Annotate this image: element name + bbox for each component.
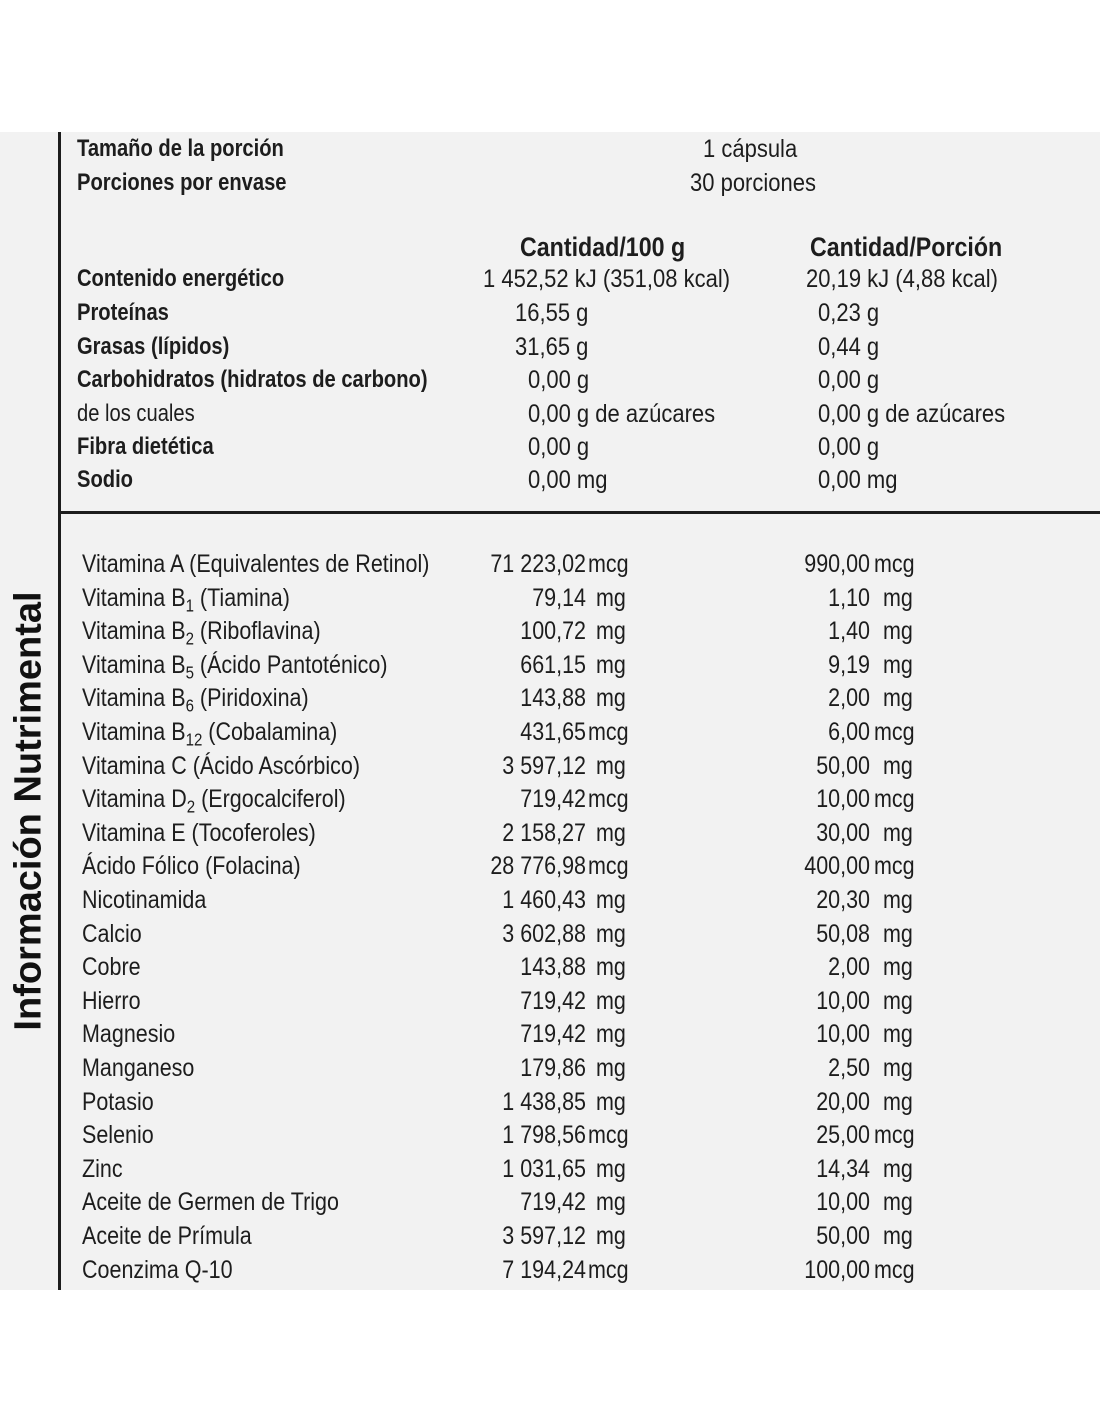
vitamin-unit-per-serving: mg (883, 752, 913, 780)
vitamin-value-per-serving: 2,00 (828, 953, 870, 981)
vitamin-unit-per-100g: mcg (588, 1256, 629, 1284)
vitamin-unit-per-serving: mg (883, 1222, 913, 1250)
vitamin-value-per-serving: 990,00 (804, 550, 870, 578)
vitamin-name-rest: (Ergocalciferol) (195, 785, 346, 813)
vitamin-name (82, 1224, 252, 1249)
vitamin-unit-per-100g: mg (596, 1155, 626, 1183)
nutrient-value-per-serving: 20,19 kJ (4,88 kcal) (806, 265, 998, 293)
vitamin-unit-per-100g: mg (596, 920, 626, 948)
vitamin-unit-per-serving: mg (883, 651, 913, 679)
vitamin-subscript: 5 (185, 662, 194, 683)
vitamin-unit-per-serving: mg (883, 684, 913, 712)
vitamin-name-main: Manganeso (82, 1054, 195, 1082)
vitamin-unit-per-100g: mg (596, 1088, 626, 1116)
vitamin-unit-per-100g: mg (596, 1020, 626, 1048)
vitamin-subscript: 2 (186, 796, 196, 817)
vitamin-name (82, 1258, 233, 1283)
vitamin-name-main: Calcio (82, 920, 142, 948)
vitamin-unit-per-serving: mg (883, 953, 913, 981)
vitamin-name (82, 651, 388, 683)
vitamin-unit-per-serving: mg (883, 886, 913, 914)
column-header-per-serving: Cantidad/Porción (810, 232, 1003, 262)
vitamin-name (82, 888, 206, 913)
vitamin-value-per-serving: 10,00 (816, 1020, 870, 1048)
vitamin-value-per-serving: 50,00 (816, 752, 870, 780)
vitamin-unit-per-100g: mg (596, 651, 626, 679)
nutrient-label: Grasas (lípidos) (77, 333, 230, 360)
vitamin-value-per-100g: 3 602,88 (502, 920, 586, 948)
vitamin-name-rest: (Riboflavina) (193, 617, 321, 645)
vitamin-unit-per-100g: mg (596, 752, 626, 780)
vitamin-name-main: Vitamina B (82, 617, 186, 645)
vitamin-unit-per-100g: mg (596, 953, 626, 981)
vitamin-unit-per-100g: mg (596, 1188, 626, 1216)
vitamin-unit-per-100g: mg (596, 1054, 626, 1082)
vitamin-value-per-100g: 143,88 (520, 953, 586, 981)
vitamin-name (82, 1056, 194, 1081)
vitamin-unit-per-100g: mcg (588, 1121, 629, 1149)
vitamin-value-per-100g: 1 438,85 (502, 1088, 586, 1116)
vitamin-unit-per-serving: mcg (874, 550, 915, 578)
vitamin-unit-per-serving: mcg (874, 1256, 915, 1284)
vitamin-name-main: Vitamina B (82, 718, 186, 746)
vitamin-value-per-100g: 3 597,12 (502, 752, 586, 780)
nutrient-label: de los cuales (77, 400, 195, 427)
vitamin-name (82, 821, 316, 846)
vitamin-value-per-serving: 20,30 (816, 886, 870, 914)
vitamin-value-per-100g: 179,86 (520, 1054, 586, 1082)
vitamin-value-per-serving: 6,00 (828, 718, 870, 746)
vitamin-value-per-serving: 1,10 (828, 584, 870, 612)
vitamin-name-rest: (Piridoxina) (193, 684, 309, 712)
vitamin-value-per-serving: 20,00 (816, 1088, 870, 1116)
vitamin-name-main: Vitamina B (82, 584, 186, 612)
vitamin-name (82, 989, 141, 1014)
vitamin-value-per-serving: 9,19 (828, 651, 870, 679)
vitamin-value-per-serving: 50,08 (816, 920, 870, 948)
vitamin-unit-per-100g: mg (596, 584, 626, 612)
vitamin-unit-per-serving: mg (883, 1155, 913, 1183)
nutrient-value-per-100g: 31,65 g (515, 333, 589, 361)
vitamin-name-main: Aceite de Prímula (82, 1222, 252, 1250)
vitamin-unit-per-serving: mcg (874, 785, 915, 813)
vitamin-value-per-100g: 71 223,02 (490, 550, 586, 578)
vitamin-unit-per-serving: mg (883, 1020, 913, 1048)
vitamin-unit-per-serving: mcg (874, 852, 915, 880)
vitamin-value-per-100g: 143,88 (520, 684, 586, 712)
vitamin-name (82, 1090, 154, 1115)
nutrient-value-per-100g: 0,00 g de azúcares (528, 400, 716, 428)
nutrient-label: Fibra dietética (77, 433, 214, 460)
vitamin-value-per-100g: 431,65 (520, 718, 586, 746)
vitamin-subscript: 6 (185, 695, 194, 716)
vitamin-unit-per-100g: mg (596, 819, 626, 847)
nutrient-label: Contenido energético (77, 265, 285, 292)
nutrient-value-per-100g: 1 452,52 kJ (351,08 kcal) (483, 265, 731, 293)
vitamin-subscript: 1 (185, 595, 194, 616)
vitamin-value-per-100g: 100,72 (520, 617, 586, 645)
vitamin-value-per-serving: 100,00 (804, 1256, 870, 1284)
vitamin-value-per-100g: 28 776,98 (490, 852, 586, 880)
nutrition-label-panel (0, 132, 1100, 1290)
vitamin-name-rest: (Cobalamina) (202, 718, 338, 746)
nutrient-value-per-100g: 0,00 mg (528, 466, 608, 494)
vitamin-name-main: Coenzima Q-10 (82, 1256, 233, 1284)
vitamin-value-per-100g: 79,14 (532, 584, 586, 612)
nutrient-label: Sodio (77, 466, 133, 493)
vitamin-value-per-100g: 7 194,24 (502, 1256, 586, 1284)
nutrient-value-per-serving: 0,00 mg (818, 466, 898, 494)
vitamin-unit-per-serving: mcg (874, 718, 915, 746)
vitamin-name (82, 552, 429, 577)
vitamin-unit-per-100g: mcg (588, 550, 629, 578)
vitamin-name-main: Vitamina B (82, 684, 186, 712)
vitamin-value-per-serving: 2,50 (828, 1054, 870, 1082)
vitamin-subscript: 12 (185, 729, 203, 750)
vitamin-name (82, 684, 309, 716)
vitamin-name (82, 785, 346, 817)
vitamin-name-rest: (Tiamina) (193, 584, 290, 612)
nutrient-label: Proteínas (77, 299, 169, 326)
serving-size-value: 1 cápsula (703, 135, 798, 163)
nutrient-value-per-100g: 16,55 g (515, 299, 589, 327)
vitamin-value-per-serving: 10,00 (816, 987, 870, 1015)
nutrient-value-per-100g: 0,00 g (528, 433, 590, 461)
vitamin-unit-per-serving: mg (883, 819, 913, 847)
vitamin-value-per-100g: 1 460,43 (502, 886, 586, 914)
vitamin-value-per-serving: 10,00 (816, 785, 870, 813)
vertical-divider (58, 132, 61, 1290)
vitamin-unit-per-100g: mg (596, 617, 626, 645)
vitamin-name (82, 718, 338, 750)
vitamin-subscript: 2 (185, 628, 194, 649)
vitamin-unit-per-100g: mcg (588, 718, 629, 746)
vitamin-unit-per-100g: mcg (588, 785, 629, 813)
vitamin-value-per-100g: 719,42 (520, 785, 586, 813)
nutrient-value-per-serving: 0,44 g (818, 333, 880, 361)
vitamin-name-main: Vitamina C (Ácido Ascórbico) (82, 752, 361, 780)
vitamin-name-main: Vitamina D (82, 785, 187, 813)
vitamin-name-main: Vitamina E (Tocoferoles) (82, 819, 316, 847)
vitamin-value-per-serving: 10,00 (816, 1188, 870, 1216)
vitamin-name-main: Vitamina A (Equivalentes de Retinol) (82, 550, 430, 578)
vitamin-unit-per-serving: mg (883, 1188, 913, 1216)
column-header-per-100g: Cantidad/100 g (520, 232, 686, 262)
nutrient-value-per-100g: 0,00 g (528, 366, 590, 394)
vitamin-name (82, 1190, 339, 1215)
servings-per-container-value: 30 porciones (690, 169, 816, 197)
vitamin-name-main: Hierro (82, 987, 141, 1015)
vitamin-value-per-serving: 2,00 (828, 684, 870, 712)
vitamin-value-per-100g: 719,42 (520, 1020, 586, 1048)
vitamin-unit-per-serving: mcg (874, 1121, 915, 1149)
serving-size-label: Tamaño de la porción (77, 135, 284, 162)
vitamin-value-per-100g: 1 798,56 (502, 1121, 586, 1149)
vitamin-value-per-100g: 2 158,27 (502, 819, 586, 847)
vitamin-name (82, 922, 142, 947)
vitamin-unit-per-serving: mg (883, 987, 913, 1015)
vitamin-unit-per-100g: mg (596, 886, 626, 914)
nutrient-value-per-serving: 0,00 g (818, 433, 880, 461)
vitamin-unit-per-100g: mg (596, 1222, 626, 1250)
vitamin-value-per-serving: 30,00 (816, 819, 870, 847)
vitamin-name-main: Ácido Fólico (Folacina) (82, 852, 301, 880)
vitamin-unit-per-serving: mg (883, 920, 913, 948)
vitamin-value-per-serving: 50,00 (816, 1222, 870, 1250)
vitamin-name-main: Aceite de Germen de Trigo (82, 1188, 339, 1216)
vitamin-name-rest: (Ácido Pantoténico) (193, 651, 388, 679)
vitamin-name (82, 617, 321, 649)
vitamin-name (82, 584, 290, 616)
vitamin-unit-per-100g: mcg (588, 852, 629, 880)
vitamin-name-main: Vitamina B (82, 651, 186, 679)
nutrient-label: Carbohidratos (hidratos de carbono) (77, 366, 428, 393)
vitamin-name-main: Zinc (82, 1155, 123, 1183)
vitamin-name (82, 955, 141, 980)
vitamin-value-per-serving: 400,00 (804, 852, 870, 880)
vitamin-name (82, 1157, 123, 1182)
vitamin-name (82, 754, 360, 779)
vitamin-value-per-serving: 1,40 (828, 617, 870, 645)
vitamin-unit-per-100g: mg (596, 684, 626, 712)
vitamin-name-main: Magnesio (82, 1020, 176, 1048)
vertical-title: Información Nutrimental (7, 591, 50, 1031)
vitamin-name-main: Potasio (82, 1088, 154, 1116)
servings-per-container-label: Porciones por envase (77, 169, 287, 196)
vitamin-unit-per-100g: mg (596, 987, 626, 1015)
vitamin-name (82, 854, 301, 879)
vitamin-name (82, 1022, 175, 1047)
vitamin-value-per-100g: 719,42 (520, 987, 586, 1015)
vitamin-value-per-100g: 1 031,65 (502, 1155, 586, 1183)
vitamin-name-main: Nicotinamida (82, 886, 207, 914)
vitamin-unit-per-serving: mg (883, 1088, 913, 1116)
vitamin-unit-per-serving: mg (883, 584, 913, 612)
section-divider (58, 511, 1100, 514)
vitamin-value-per-serving: 14,34 (816, 1155, 870, 1183)
vitamin-name (82, 1123, 154, 1148)
vitamin-name-main: Selenio (82, 1121, 154, 1149)
vitamin-unit-per-serving: mg (883, 617, 913, 645)
nutrient-value-per-serving: 0,00 g de azúcares (818, 400, 1006, 428)
vitamin-value-per-100g: 661,15 (520, 651, 586, 679)
nutrient-value-per-serving: 0,23 g (818, 299, 880, 327)
vitamin-value-per-serving: 25,00 (816, 1121, 870, 1149)
vitamin-name-main: Cobre (82, 953, 141, 981)
vitamin-value-per-100g: 3 597,12 (502, 1222, 586, 1250)
nutrient-value-per-serving: 0,00 g (818, 366, 880, 394)
vitamin-unit-per-serving: mg (883, 1054, 913, 1082)
vitamin-value-per-100g: 719,42 (520, 1188, 586, 1216)
